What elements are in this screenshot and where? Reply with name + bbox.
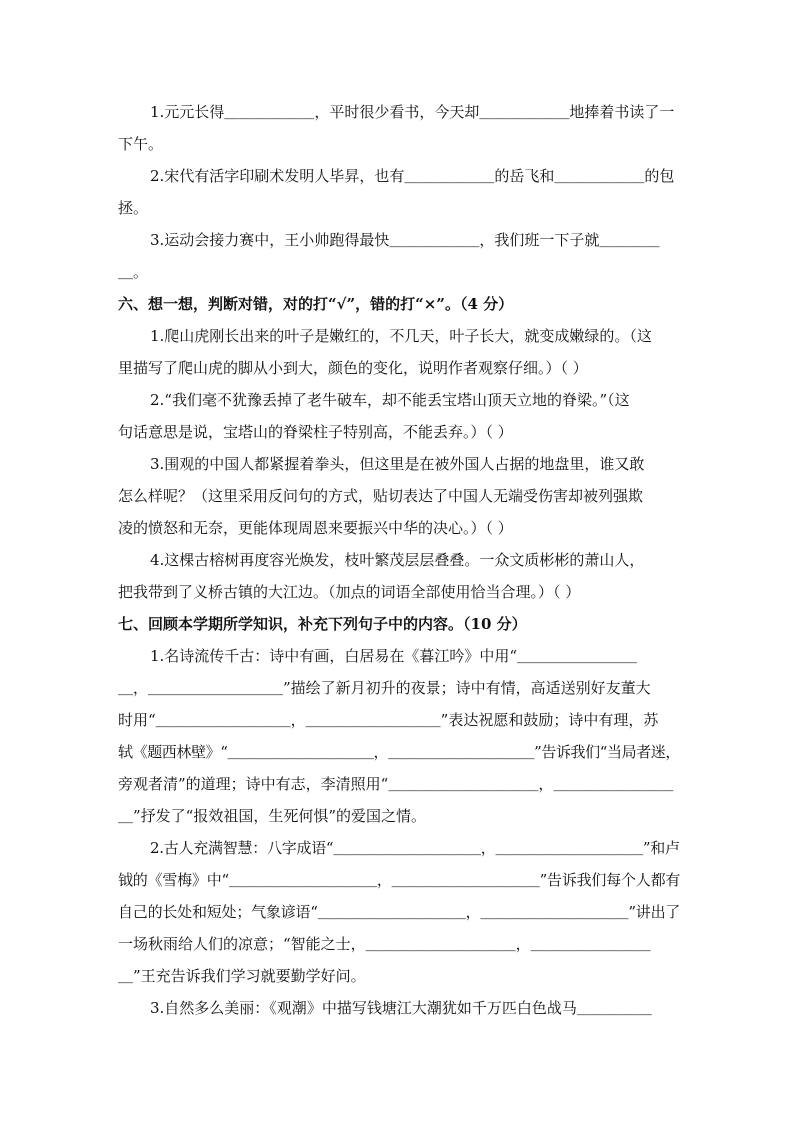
q5-1-line1: 1.元元长得＿＿＿＿＿＿，平时很少看书，今天却＿＿＿＿＿＿地捧着书读了一 — [150, 103, 675, 121]
q6-2-line1: 2.“我们毫不犹豫丢掉了老牛破车，却不能丢宝塔山顶天立地的脊梁。”（这 — [150, 391, 630, 409]
q5-1-line2: 下午。 — [118, 135, 164, 153]
q7-1-line5: 旁观者清”的道理；诗中有志，李清照用“＿＿＿＿＿＿＿＿＿＿，＿＿＿＿＿＿＿＿ — [118, 775, 674, 793]
q6-1-line2: 里描写了爬山虎的脚从小到大，颜色的变化，说明作者观察仔细。）（ ） — [118, 359, 588, 377]
q7-1-line3: 时用“＿＿＿＿＿＿＿＿＿，＿＿＿＿＿＿＿＿＿”表达祝愿和鼓励；诗中有理，苏 — [118, 711, 659, 729]
q7-1-line6: ＿”抒发了“报效祖国，生死何惧”的爱国之情。 — [118, 807, 427, 825]
section-7-heading: 七、回顾本学期所学知识，补充下列句子中的内容。（10 分） — [118, 615, 527, 633]
q7-2-line4: 一场秋雨给人们的凉意；“智能之士，＿＿＿＿＿＿＿＿＿＿，＿＿＿＿＿＿＿＿ — [118, 935, 651, 953]
q7-1-line1: 1.名诗流传千古：诗中有画，白居易在《暮江吟》中用“＿＿＿＿＿＿＿＿ — [150, 647, 637, 665]
q7-3-line1: 3.自然多么美丽：《观潮》中描写钱塘江大潮犹如千万匹白色战马＿＿＿＿＿ — [150, 999, 652, 1017]
q6-4-line1: 4.这棵古榕树再度容光焕发，枝叶繁茂层层叠叠。一众文质彬彬的萧山人， — [150, 551, 645, 569]
q5-3-line2: ＿。 — [118, 263, 149, 281]
q7-2-line1: 2.古人充满智慧：八字成语“＿＿＿＿＿＿＿＿＿＿，＿＿＿＿＿＿＿＿＿＿”和卢 — [150, 839, 680, 857]
q6-3-line2: 怎么样呢？（这里采用反问句的方式，贴切表达了中国人无端受伤害却被列强欺 — [118, 487, 644, 505]
section-6-heading: 六、想一想，判断对错，对的打“√”，错的打“×”。（4 分） — [118, 295, 514, 313]
q5-2-line1: 2.宋代有活字印刷术发明人毕昇，也有＿＿＿＿＿＿的岳飞和＿＿＿＿＿＿的包 — [150, 167, 675, 185]
q7-1-line4: 轼《题西林壁》“＿＿＿＿＿＿＿＿＿＿，＿＿＿＿＿＿＿＿＿＿”告诉我们“当局者迷， — [118, 743, 681, 761]
q7-1-line2: ＿，＿＿＿＿＿＿＿＿＿”描绘了新月初升的夜景；诗中有情，高适送别好友董大 — [118, 679, 651, 697]
q6-2-line2: 句话意思是说，宝塔山的脊梁柱子特别高，不能丢弃。）（ ） — [118, 423, 513, 441]
q6-3-line3: 凌的愤怒和无奈，更能体现周恩来要振兴中华的决心。）（ ） — [118, 519, 513, 537]
q7-2-line3: 自己的长处和短处；气象谚语“＿＿＿＿＿＿＿＿＿＿，＿＿＿＿＿＿＿＿＿＿”讲出了 — [118, 903, 681, 921]
q6-1-line1: 1.爬山虎刚长出来的叶子是嫩红的，不几天，叶子长大，就变成嫩绿的。（这 — [150, 327, 652, 345]
q7-2-line2: 钺的《雪梅》中“＿＿＿＿＿＿＿＿＿＿，＿＿＿＿＿＿＿＿＿＿”告诉我们每个人都有 — [118, 871, 681, 889]
q6-4-line2: 把我带到了义桥古镇的大江边。（加点的词语全部使用恰当合理。）（ ） — [118, 583, 581, 601]
q5-2-line2: 拯。 — [118, 199, 149, 217]
q6-3-line1: 3.围观的中国人都紧握着拳头，但这里是在被外国人占据的地盘里，谁又敢 — [150, 455, 645, 473]
q5-3-line1: 3.运动会接力赛中，王小帅跑得最快＿＿＿＿＿＿，我们班一下子就＿＿＿＿ — [150, 231, 660, 249]
q7-2-line5: ＿”王充告诉我们学习就要勤学好问。 — [118, 967, 366, 985]
